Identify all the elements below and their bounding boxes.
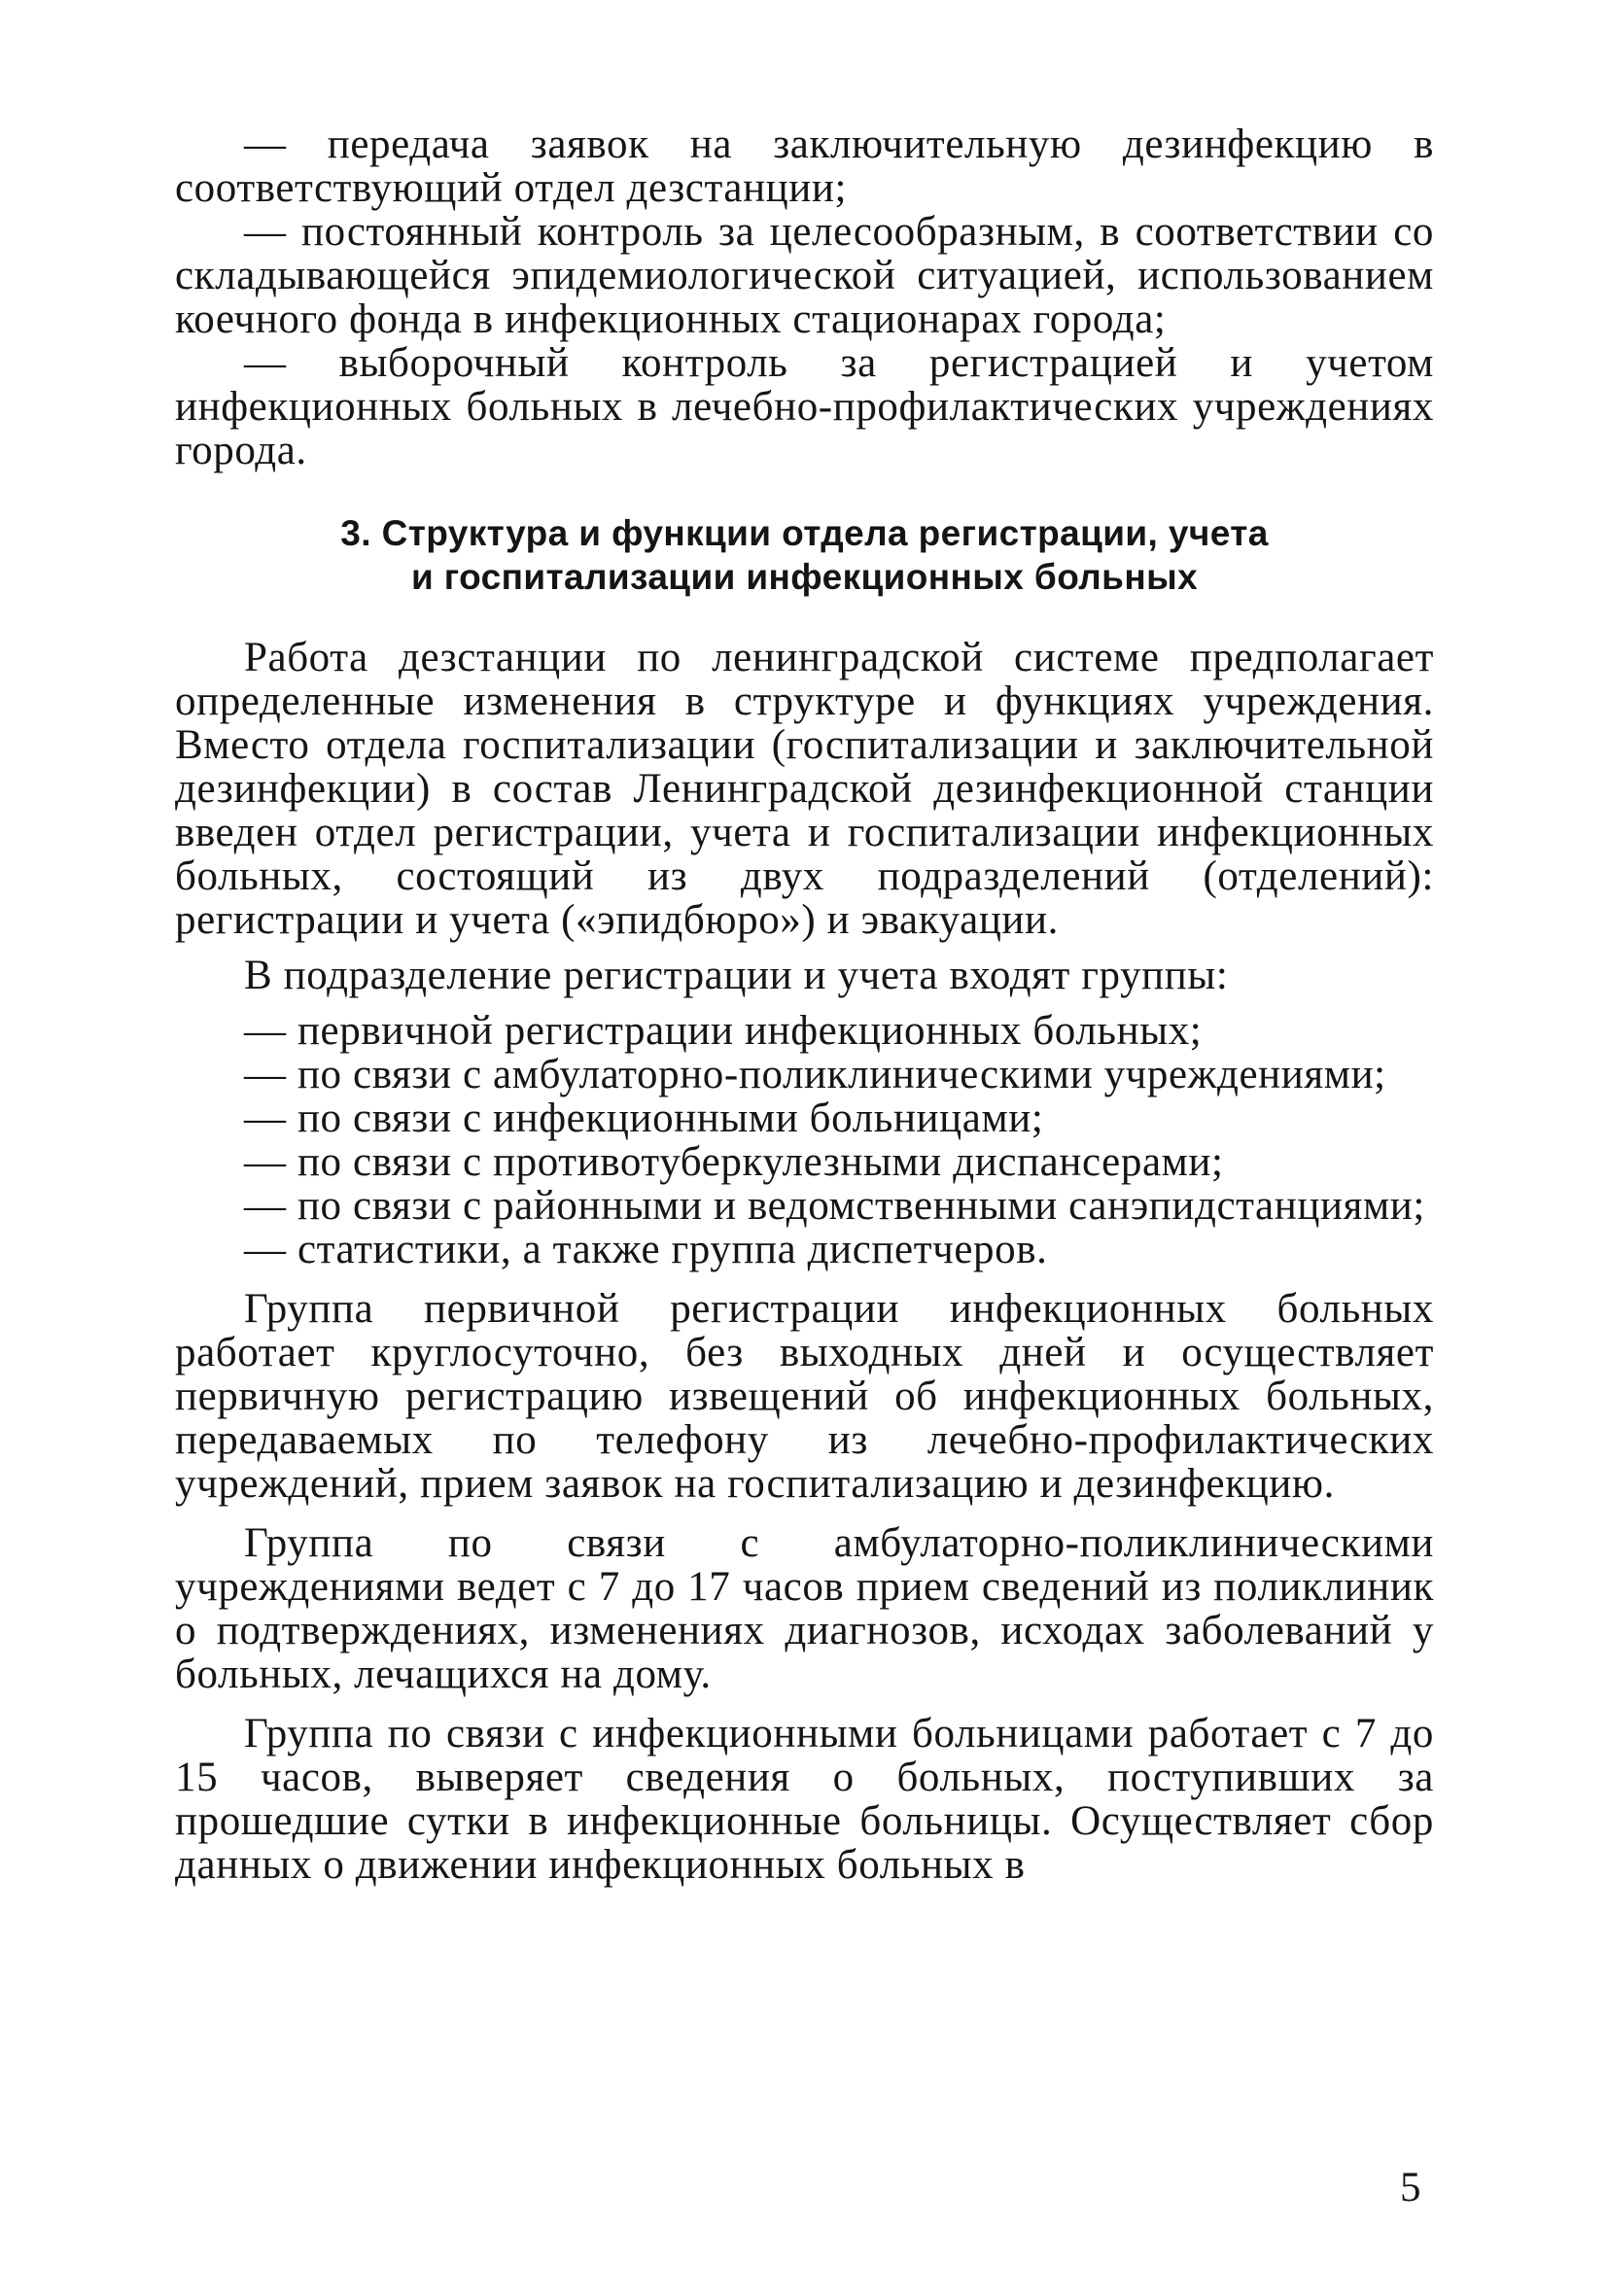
intro-item: — передача заявок на заключительную дезинфекцию в соответствующий отдел дезстанции; bbox=[175, 122, 1434, 211]
group-item: — первичной регистрации инфекционных больных; bbox=[244, 1008, 1203, 1054]
paragraph-outpatient-liaison: Группа по связи с амбулаторно-поликлиническими учреждениями ведет с 7 до 17 часов прием сведений из поликлиник о подтверждениях, изменениях диагнозов, исходах заболеваний у больных, лечащихся на дому. bbox=[175, 1520, 1434, 1697]
paragraph-primary-registration: Группа первичной регистрации инфекционных больных работает круглосуточно, без выходных дней и осуществляет первичную регистрацию извещений об инфекционных больных, передаваемых по телефону из лечебно-профилактических учреждений, прием заявок на госпитализацию и дезинфекцию. bbox=[175, 1286, 1434, 1507]
intro-item: — выборочный контроль за регистрацией и учетом инфекционных больных в лечебно-профилактических учреждениях города. bbox=[175, 340, 1434, 473]
section-heading-line1: 3. Структура и функции отдела регистрации, учета bbox=[340, 513, 1269, 553]
group-item: — по связи с противотуберкулезными диспансерами; bbox=[244, 1139, 1224, 1185]
group-item: — по связи с амбулаторно-поликлиническими учреждениями; bbox=[244, 1052, 1386, 1097]
section-heading-line2: и госпитализации инфекционных больных bbox=[410, 557, 1199, 597]
group-item: — статистики, а также группа диспетчеров. bbox=[244, 1227, 1048, 1272]
intro-item: — постоянный контроль за целесообразным, в соответствии со складывающейся эпидемиологической ситуацией, использованием коечного фонда в инфекционных стационарах города; bbox=[175, 209, 1434, 342]
groups-intro: В подразделение регистрации и учета входят группы: bbox=[244, 953, 1229, 998]
document-page bbox=[175, 122, 1434, 2212]
group-item: — по связи с инфекционными больницами; bbox=[244, 1096, 1044, 1141]
section-heading bbox=[175, 511, 1434, 599]
group-item: — по связи с районными и ведомственными санэпидстанциями; bbox=[244, 1183, 1425, 1229]
page-number: 5 bbox=[1400, 2165, 1421, 2210]
paragraph-structure: Работа дезстанции по ленинградской системе предполагает определенные изменения в структуре и функциях учреждения. Вместо отдела госпитализации (госпитализации и заключительной дезинфекции) в состав Ленинградской дезинфекционной станции введен отдел регистрации, учета и госпитализации инфекционных больных, состоящий из двух подразделений (отделений): регистрации и учета («эпидбюро») и эвакуации. bbox=[175, 635, 1434, 943]
paragraph-hospital-liaison: Группа по связи с инфекционными больницами работает с 7 до 15 часов, выверяет сведения о больных, поступивших за прошедшие сутки в инфекционные больницы. Осуществляет сбор данных о движении инфекционных больных в bbox=[175, 1711, 1434, 1888]
